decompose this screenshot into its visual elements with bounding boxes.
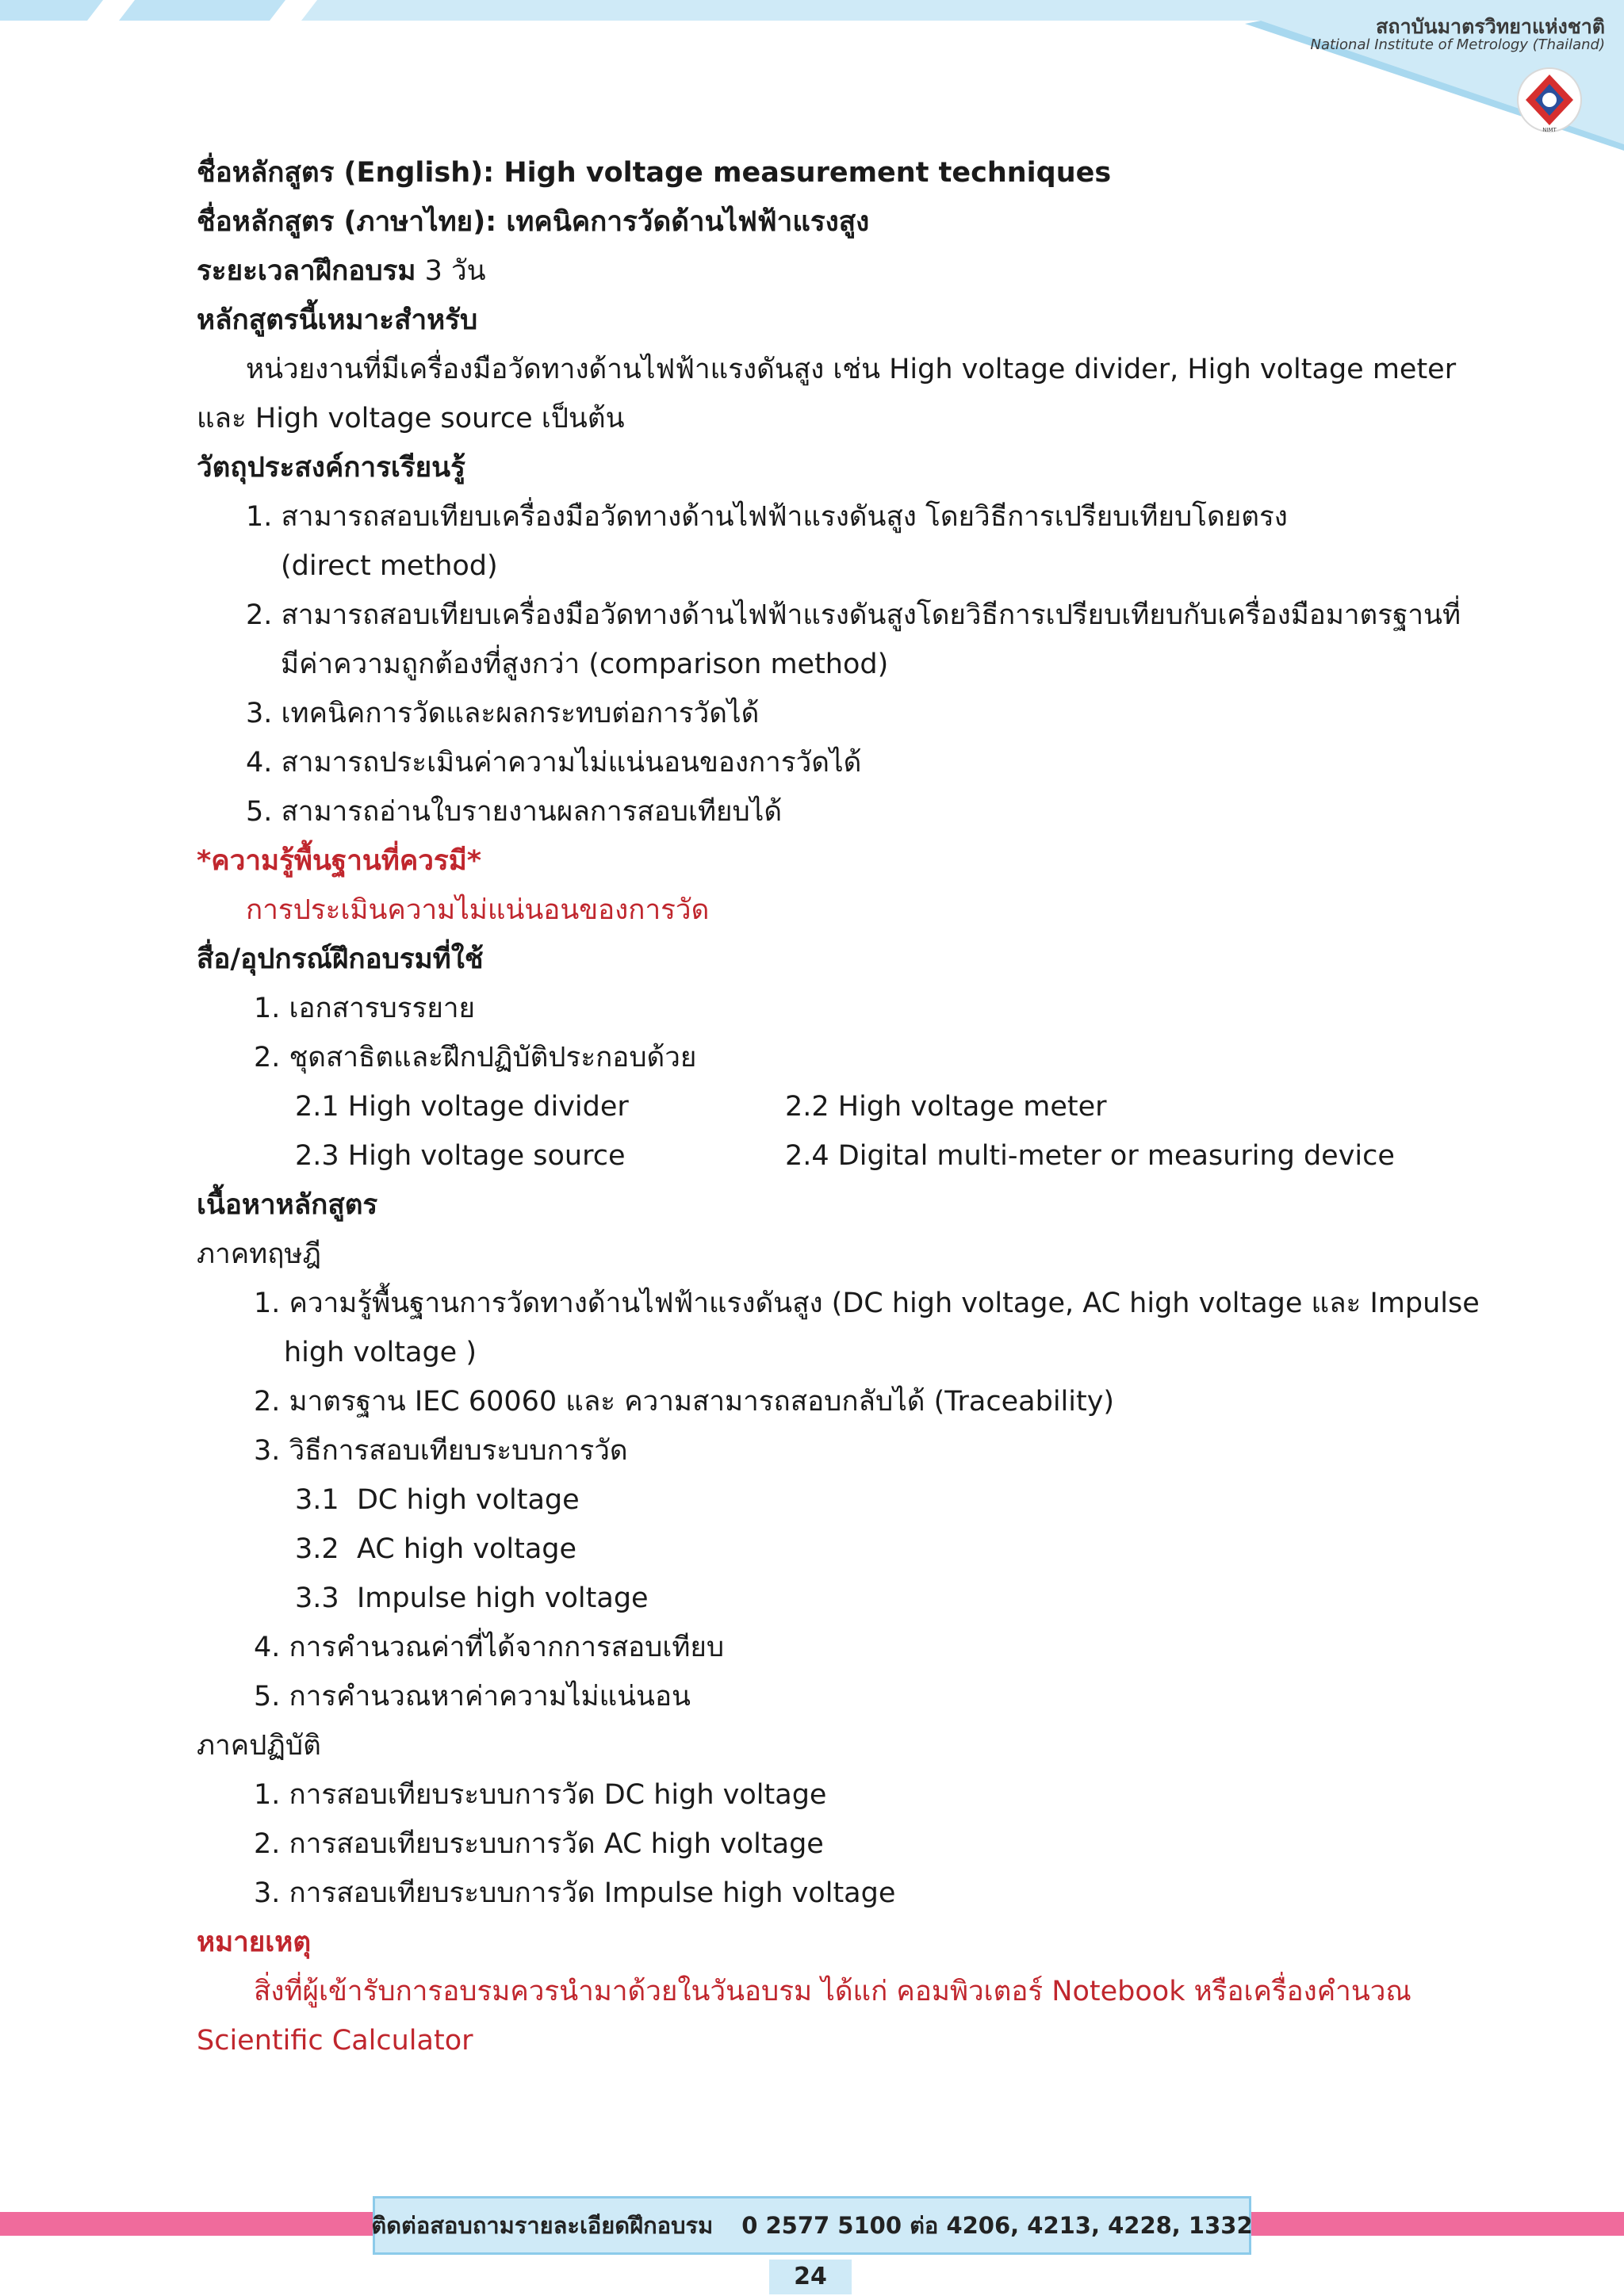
course-name-th-label: ชื่อหลักสูตร (ภาษาไทย):	[197, 206, 497, 238]
audience-heading: หลักสูตรนี้เหมาะสำหรับ	[197, 304, 478, 336]
content-heading: เนื้อหาหลักสูตร	[197, 1189, 378, 1221]
org-name-english: National Institute of Metrology (Thailand)	[1310, 36, 1605, 53]
theory-item: 2. มาตรฐาน IEC 60060 และ ความสามารถสอบกลับได้ (Traceability)	[254, 1386, 1115, 1418]
note-text-line1: สิ่งที่ผู้เข้ารับการอบรมควรนำมาด้วยในวันอบรม ได้แก่ คอมพิวเตอร์ Notebook หรือเครื่องคำนวณ	[254, 1976, 1411, 2007]
equipment-item: 2.2 High voltage meter	[785, 1091, 1107, 1123]
duration-line	[197, 253, 486, 289]
note-text-line2: Scientific Calculator	[197, 2025, 473, 2057]
objective-item-cont: มีค่าความถูกต้องที่สูงกว่า (comparison method)	[281, 649, 889, 680]
course-name-en: High voltage measurement techniques	[504, 157, 1112, 189]
equipment-item: 2.3 High voltage source	[295, 1140, 626, 1172]
objective-item-cont: (direct method)	[281, 550, 498, 582]
contact-label: ติดต่อสอบถามรายละเอียดฝึกอบรม	[371, 2212, 714, 2239]
practice-item: 3. การสอบเทียบระบบการวัด Impulse high voltage	[254, 1877, 896, 1909]
course-name-en-label: ชื่อหลักสูตร (English):	[197, 157, 495, 189]
logo-text: NIMT	[1542, 127, 1557, 133]
org-name-thai: สถาบันมาตรวิทยาแห่งชาติ	[1376, 15, 1605, 38]
duration-label: ระยะเวลาฝึกอบรม	[197, 255, 416, 287]
nimt-logo-icon	[1516, 67, 1583, 133]
objective-item: 2. สามารถสอบเทียบเครื่องมือวัดทางด้านไฟฟ้าแรงดันสูงโดยวิธีการเปรียบเทียบกับเครื่องมือมาตรฐานที่	[246, 599, 1461, 631]
equipment-item: 2.1 High voltage divider	[295, 1091, 629, 1123]
page-number: 24	[769, 2260, 852, 2294]
equipment-item: 2.4 Digital multi-meter or measuring device	[785, 1140, 1395, 1172]
theory-item: 4. การคำนวณค่าที่ได้จากการสอบเทียบ	[254, 1632, 725, 1663]
theory-item: 3. วิธีการสอบเทียบระบบการวัด	[254, 1435, 628, 1467]
materials-heading: สื่อ/อุปกรณ์ฝึกอบรมที่ใช้	[197, 943, 484, 975]
course-name-en-line	[197, 155, 1111, 191]
theory-subitem: 3.2 AC high voltage	[295, 1533, 577, 1565]
audience-text-line1: หน่วยงานที่มีเครื่องมือวัดทางด้านไฟฟ้าแรงดันสูง เช่น High voltage divider, High voltage meter	[246, 354, 1457, 385]
audience-text-line2: และ High voltage source เป็นต้น	[197, 403, 625, 434]
theory-item-cont: high voltage )	[284, 1337, 477, 1368]
contact-phone-number: 0 2577 5100 ต่อ 4206, 4213, 4228, 1332	[741, 2212, 1253, 2239]
objective-item: 4. สามารถประเมินค่าความไม่แน่นอนของการวัดได้	[246, 747, 862, 779]
theory-heading: ภาคทฤษฎี	[197, 1238, 321, 1270]
theory-item: 5. การคำนวณหาค่าความไม่แน่นอน	[254, 1681, 691, 1712]
course-name-th: เทคนิคการวัดด้านไฟฟ้าแรงสูง	[506, 206, 870, 238]
objective-item: 3. เทคนิคการวัดและผลกระทบต่อการวัดได้	[246, 698, 760, 729]
duration-value: 3 วัน	[424, 255, 486, 287]
practice-heading: ภาคปฏิบัติ	[197, 1730, 321, 1762]
note-heading: หมายเหตุ	[197, 1927, 312, 1958]
contact-box	[373, 2196, 1251, 2255]
theory-subitem: 3.1 DC high voltage	[295, 1484, 580, 1516]
prerequisite-text: การประเมินความไม่แน่นอนของการวัด	[246, 894, 710, 926]
objective-item: 5. สามารถอ่านใบรายงานผลการสอบเทียบได้	[246, 796, 783, 828]
theory-subitem: 3.3 Impulse high voltage	[295, 1582, 649, 1614]
theory-item: 1. ความรู้พื้นฐานการวัดทางด้านไฟฟ้าแรงดันสูง (DC high voltage, AC high voltage และ Impulse	[254, 1288, 1480, 1319]
prerequisite-heading: *ความรู้พื้นฐานที่ควรมี*	[197, 845, 482, 877]
material-item: 2. ชุดสาธิตและฝึกปฏิบัติประกอบด้วย	[254, 1042, 697, 1073]
material-item: 1. เอกสารบรรยาย	[254, 993, 476, 1024]
objective-item: 1. สามารถสอบเทียบเครื่องมือวัดทางด้านไฟฟ้าแรงดันสูง โดยวิธีการเปรียบเทียบโดยตรง	[246, 501, 1288, 533]
course-name-th-line	[197, 204, 869, 240]
practice-item: 2. การสอบเทียบระบบการวัด AC high voltage	[254, 1828, 824, 1860]
objectives-heading: วัตถุประสงค์การเรียนรู้	[197, 452, 465, 484]
practice-item: 1. การสอบเทียบระบบการวัด DC high voltage	[254, 1779, 827, 1811]
